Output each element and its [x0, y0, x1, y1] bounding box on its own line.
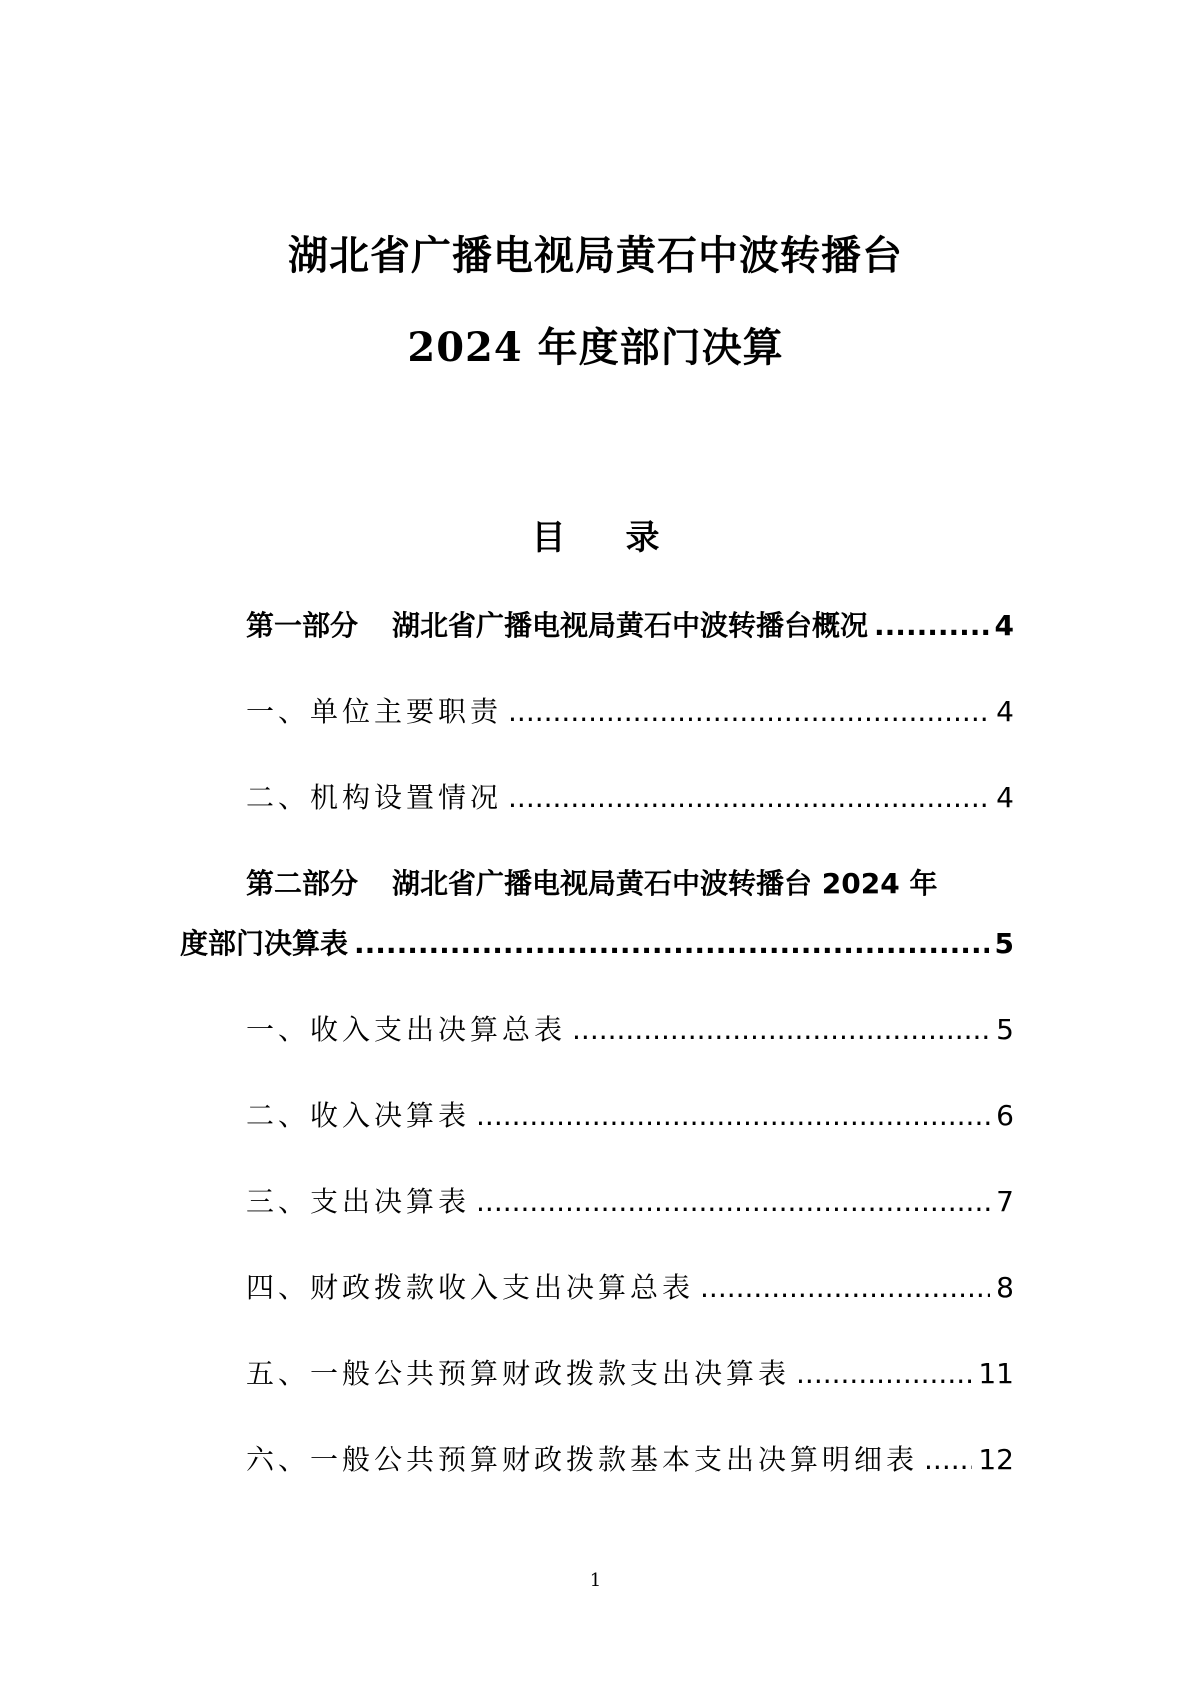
- toc-entry-income-expense-summary[interactable]: [246, 1010, 1014, 1050]
- toc-entry-unit-duties[interactable]: [246, 692, 1014, 732]
- toc-page-number: 5: [996, 1013, 1014, 1046]
- toc-leader-dots: [508, 778, 990, 818]
- toc-entry-title: 一、单位主要职责: [246, 695, 503, 728]
- toc-entry-part-2-line-1[interactable]: [246, 864, 1014, 904]
- toc-leader-dots: [354, 924, 989, 964]
- toc-heading: 目录: [531, 518, 720, 558]
- toc-leader-dots: [796, 1354, 972, 1394]
- toc-page-number: 4: [994, 609, 1014, 642]
- toc-entry-part-2-line-2[interactable]: [180, 924, 1014, 964]
- toc-page-number: 12: [978, 1443, 1014, 1476]
- toc-entry-title: 五、一般公共预算财政拨款支出决算表: [246, 1357, 791, 1390]
- toc-entry-fiscal-summary[interactable]: [246, 1268, 1014, 1308]
- toc-leader-dots: [508, 692, 990, 732]
- toc-entry-organization[interactable]: [246, 778, 1014, 818]
- toc-page-number: 5: [994, 927, 1014, 960]
- toc-entry-title: 六、一般公共预算财政拨款基本支出决算明细表: [246, 1443, 919, 1476]
- document-title-line-2: 2024 年度部门决算: [407, 324, 784, 371]
- toc-entry-title: 三、支出决算表: [246, 1185, 471, 1218]
- toc-entry-title: 二、收入决算表: [246, 1099, 471, 1132]
- toc-page-number: 4: [996, 695, 1014, 728]
- toc-part-number: 第一部分: [246, 609, 359, 642]
- toc-entry-basic-expense-detail[interactable]: [246, 1440, 1014, 1480]
- toc-entry-title: 湖北省广播电视局黄石中波转播台概况: [392, 609, 869, 642]
- document-title-line-1: 湖北省广播电视局黄石中波转播台: [288, 232, 903, 279]
- toc-leader-dots: [476, 1182, 990, 1222]
- toc-leader-dots: [874, 606, 988, 646]
- toc-page-number: 6: [996, 1099, 1014, 1132]
- toc-entry-title: 四、财政拨款收入支出决算总表: [246, 1271, 695, 1304]
- toc-leader-dots: [572, 1010, 990, 1050]
- toc-page-number: 7: [996, 1185, 1014, 1218]
- toc-page-number: 11: [978, 1357, 1014, 1390]
- toc-entry-part-1[interactable]: [246, 606, 1014, 646]
- toc-entry-income-table[interactable]: [246, 1096, 1014, 1136]
- toc-entry-title: 湖北省广播电视局黄石中波转播台 2024 年: [392, 867, 938, 900]
- toc-leader-dots: [476, 1096, 990, 1136]
- toc-leader-dots: [700, 1268, 990, 1308]
- toc-leader-dots: [924, 1440, 972, 1480]
- toc-part-number: 第二部分: [246, 867, 359, 900]
- footer-page-number: 1: [589, 1570, 602, 1591]
- toc-page-number: 8: [996, 1271, 1014, 1304]
- toc-entry-expense-table[interactable]: [246, 1182, 1014, 1222]
- toc-page-number: 4: [996, 781, 1014, 814]
- toc-entry-title: 一、收入支出决算总表: [246, 1013, 567, 1046]
- toc-entry-public-budget-expense[interactable]: [246, 1354, 1014, 1394]
- toc-entry-title-continued: 度部门决算表: [180, 927, 349, 960]
- toc-entry-title: 二、机构设置情况: [246, 781, 503, 814]
